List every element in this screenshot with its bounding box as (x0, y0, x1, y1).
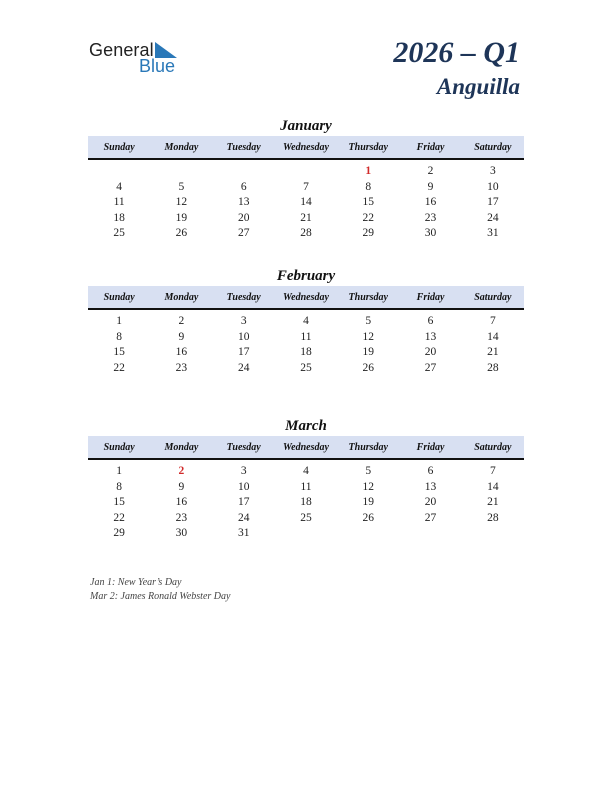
weekday-label: Monday (164, 141, 199, 153)
empty-day-cell (275, 526, 337, 542)
weekday-label: Wednesday (283, 291, 329, 303)
weekday-label: Sunday (103, 141, 135, 153)
day-cell: 19 (175, 211, 188, 224)
day-cell: 11 (113, 196, 125, 208)
weekday-label: Wednesday (283, 441, 329, 453)
day-cell: 18 (300, 496, 312, 508)
day-cell: 28 (487, 511, 499, 524)
day-cell: 5 (365, 465, 372, 477)
day-cell: 25 (113, 227, 125, 239)
day-cell: 4 (303, 465, 309, 477)
day-cell: 21 (487, 346, 499, 358)
holiday-note: Jan 1: New Year’s Day (90, 577, 182, 588)
day-cell: 5 (365, 315, 372, 327)
day-cell: 8 (365, 180, 372, 193)
day-cell: 22 (362, 211, 375, 224)
empty-day-cell (462, 526, 524, 542)
day-cell: 6 (427, 315, 434, 327)
day-cell: 18 (300, 346, 312, 358)
day-cell: 12 (175, 196, 188, 208)
country-name: Anguilla (436, 74, 520, 99)
day-cell: 28 (300, 227, 312, 239)
day-cell: 16 (424, 196, 437, 208)
day-cell: 8 (116, 480, 123, 493)
empty-day-cell (88, 164, 150, 180)
day-cell: 3 (240, 315, 247, 327)
weekday-label: Thursday (348, 291, 388, 303)
day-cell: 2 (178, 315, 185, 327)
holiday-note: Mar 2: James Ronald Webster Day (90, 590, 231, 602)
day-cell: 15 (113, 346, 125, 358)
weekday-header-row (88, 286, 524, 310)
week-row (88, 495, 524, 511)
month-calendar-january (88, 116, 524, 242)
day-cell: 16 (175, 496, 188, 508)
day-cell: 3 (489, 165, 496, 177)
day-cell: 1 (116, 465, 123, 477)
day-cell: 17 (237, 346, 250, 358)
week-row (88, 211, 524, 227)
weekday-label: Friday (416, 291, 445, 303)
weekday-header-row (88, 436, 524, 460)
weekday-label: Monday (164, 441, 199, 453)
day-cell: 27 (237, 227, 250, 239)
day-cell: 22 (113, 511, 125, 524)
weekday-label: Tuesday (226, 291, 261, 303)
day-cell: 7 (303, 180, 309, 193)
day-cell: 26 (175, 227, 188, 239)
month-name: March (285, 418, 327, 434)
day-cell: 10 (487, 180, 499, 193)
day-cell: 4 (116, 180, 123, 193)
day-cell: 20 (424, 346, 437, 358)
calendar-title: 2026 – Q1 (393, 36, 520, 69)
day-cell: 11 (300, 330, 312, 343)
empty-day-cell (150, 164, 212, 180)
empty-day-cell (213, 164, 275, 180)
day-cell: 7 (489, 315, 496, 327)
day-cell: 18 (113, 211, 125, 224)
day-cell: 24 (487, 211, 499, 224)
day-cell: 31 (487, 227, 499, 239)
day-cell: 30 (175, 527, 188, 539)
logo-word-blue: Blue (139, 56, 176, 76)
empty-day-cell (275, 164, 337, 180)
empty-day-cell (399, 526, 461, 542)
day-cell: 4 (303, 315, 309, 327)
day-cell: 24 (237, 361, 250, 374)
day-cell: 17 (487, 196, 499, 208)
week-row (88, 314, 524, 330)
day-cell: 20 (237, 211, 250, 224)
weekday-label: Thursday (348, 141, 388, 153)
weekday-label: Friday (416, 441, 445, 453)
week-row (88, 226, 524, 242)
day-cell: 2 (427, 165, 434, 177)
day-cell: 23 (424, 211, 437, 224)
day-cell: 30 (424, 227, 437, 239)
day-cell: 13 (424, 480, 437, 493)
day-cell: 29 (362, 227, 375, 239)
weeks (88, 310, 524, 376)
week-row (88, 464, 524, 480)
day-cell: 20 (424, 496, 437, 508)
weekday-header-row (88, 136, 524, 160)
day-cell: 7 (489, 465, 496, 477)
weekday-label: Saturday (474, 141, 512, 153)
day-cell: 9 (178, 330, 185, 343)
week-row (88, 330, 524, 346)
day-cell: 5 (178, 180, 185, 193)
day-cell: 25 (300, 511, 312, 524)
day-cell: 14 (487, 330, 499, 343)
day-cell: 19 (362, 496, 375, 508)
day-cell: 22 (113, 361, 125, 374)
day-cell: 23 (175, 361, 188, 374)
month-calendar-march (88, 416, 524, 542)
weekday-label: Sunday (103, 441, 135, 453)
day-cell: 26 (362, 361, 375, 374)
day-cell: 3 (240, 465, 247, 477)
day-cell: 16 (175, 346, 188, 358)
day-cell: 21 (300, 211, 312, 224)
day-cell: 12 (362, 330, 375, 343)
day-cell: 29 (113, 527, 125, 539)
day-cell: 19 (362, 346, 375, 358)
holiday-day-cell: 1 (365, 165, 372, 177)
weekday-label: Wednesday (283, 141, 329, 153)
empty-day-cell (337, 526, 399, 542)
week-row (88, 361, 524, 377)
day-cell: 9 (427, 180, 434, 193)
day-cell: 21 (487, 496, 499, 508)
holiday-day-cell: 2 (178, 465, 185, 477)
weekday-label: Tuesday (226, 441, 261, 453)
day-cell: 12 (362, 480, 375, 493)
week-row (88, 526, 524, 542)
day-cell: 14 (487, 480, 499, 493)
weekday-label: Monday (164, 291, 199, 303)
day-cell: 15 (113, 496, 125, 508)
day-cell: 31 (237, 527, 250, 539)
day-cell: 10 (237, 330, 250, 343)
day-cell: 26 (362, 511, 375, 524)
day-cell: 17 (237, 496, 250, 508)
day-cell: 6 (240, 180, 247, 193)
weekday-label: Tuesday (226, 141, 261, 153)
day-cell: 10 (237, 480, 250, 493)
weeks (88, 460, 524, 542)
month-calendar-february (88, 266, 524, 376)
week-row (88, 180, 524, 196)
weekday-label: Friday (416, 141, 445, 153)
day-cell: 8 (116, 330, 123, 343)
day-cell: 27 (424, 361, 437, 374)
holiday-notes (90, 576, 230, 603)
week-row (88, 511, 524, 527)
day-cell: 13 (424, 330, 437, 343)
weekday-label: Sunday (103, 291, 135, 303)
day-cell: 14 (300, 196, 312, 208)
day-cell: 13 (237, 196, 250, 208)
day-cell: 27 (424, 511, 437, 524)
week-row (88, 164, 524, 180)
day-cell: 9 (178, 480, 185, 493)
weekday-label: Thursday (348, 441, 388, 453)
day-cell: 11 (300, 480, 312, 493)
week-row (88, 345, 524, 361)
logo (89, 40, 189, 80)
weeks (88, 160, 524, 242)
weekday-label: Saturday (474, 441, 512, 453)
day-cell: 23 (175, 511, 188, 524)
day-cell: 25 (300, 361, 312, 374)
week-row (88, 480, 524, 496)
day-cell: 1 (116, 315, 123, 327)
day-cell: 15 (362, 196, 375, 208)
week-row (88, 195, 524, 211)
weekday-label: Saturday (474, 291, 512, 303)
month-name: January (280, 118, 332, 134)
logo-word-general: General (89, 40, 154, 60)
month-name: February (276, 268, 336, 284)
day-cell: 24 (237, 511, 250, 524)
day-cell: 28 (487, 361, 499, 374)
day-cell: 6 (427, 465, 434, 477)
